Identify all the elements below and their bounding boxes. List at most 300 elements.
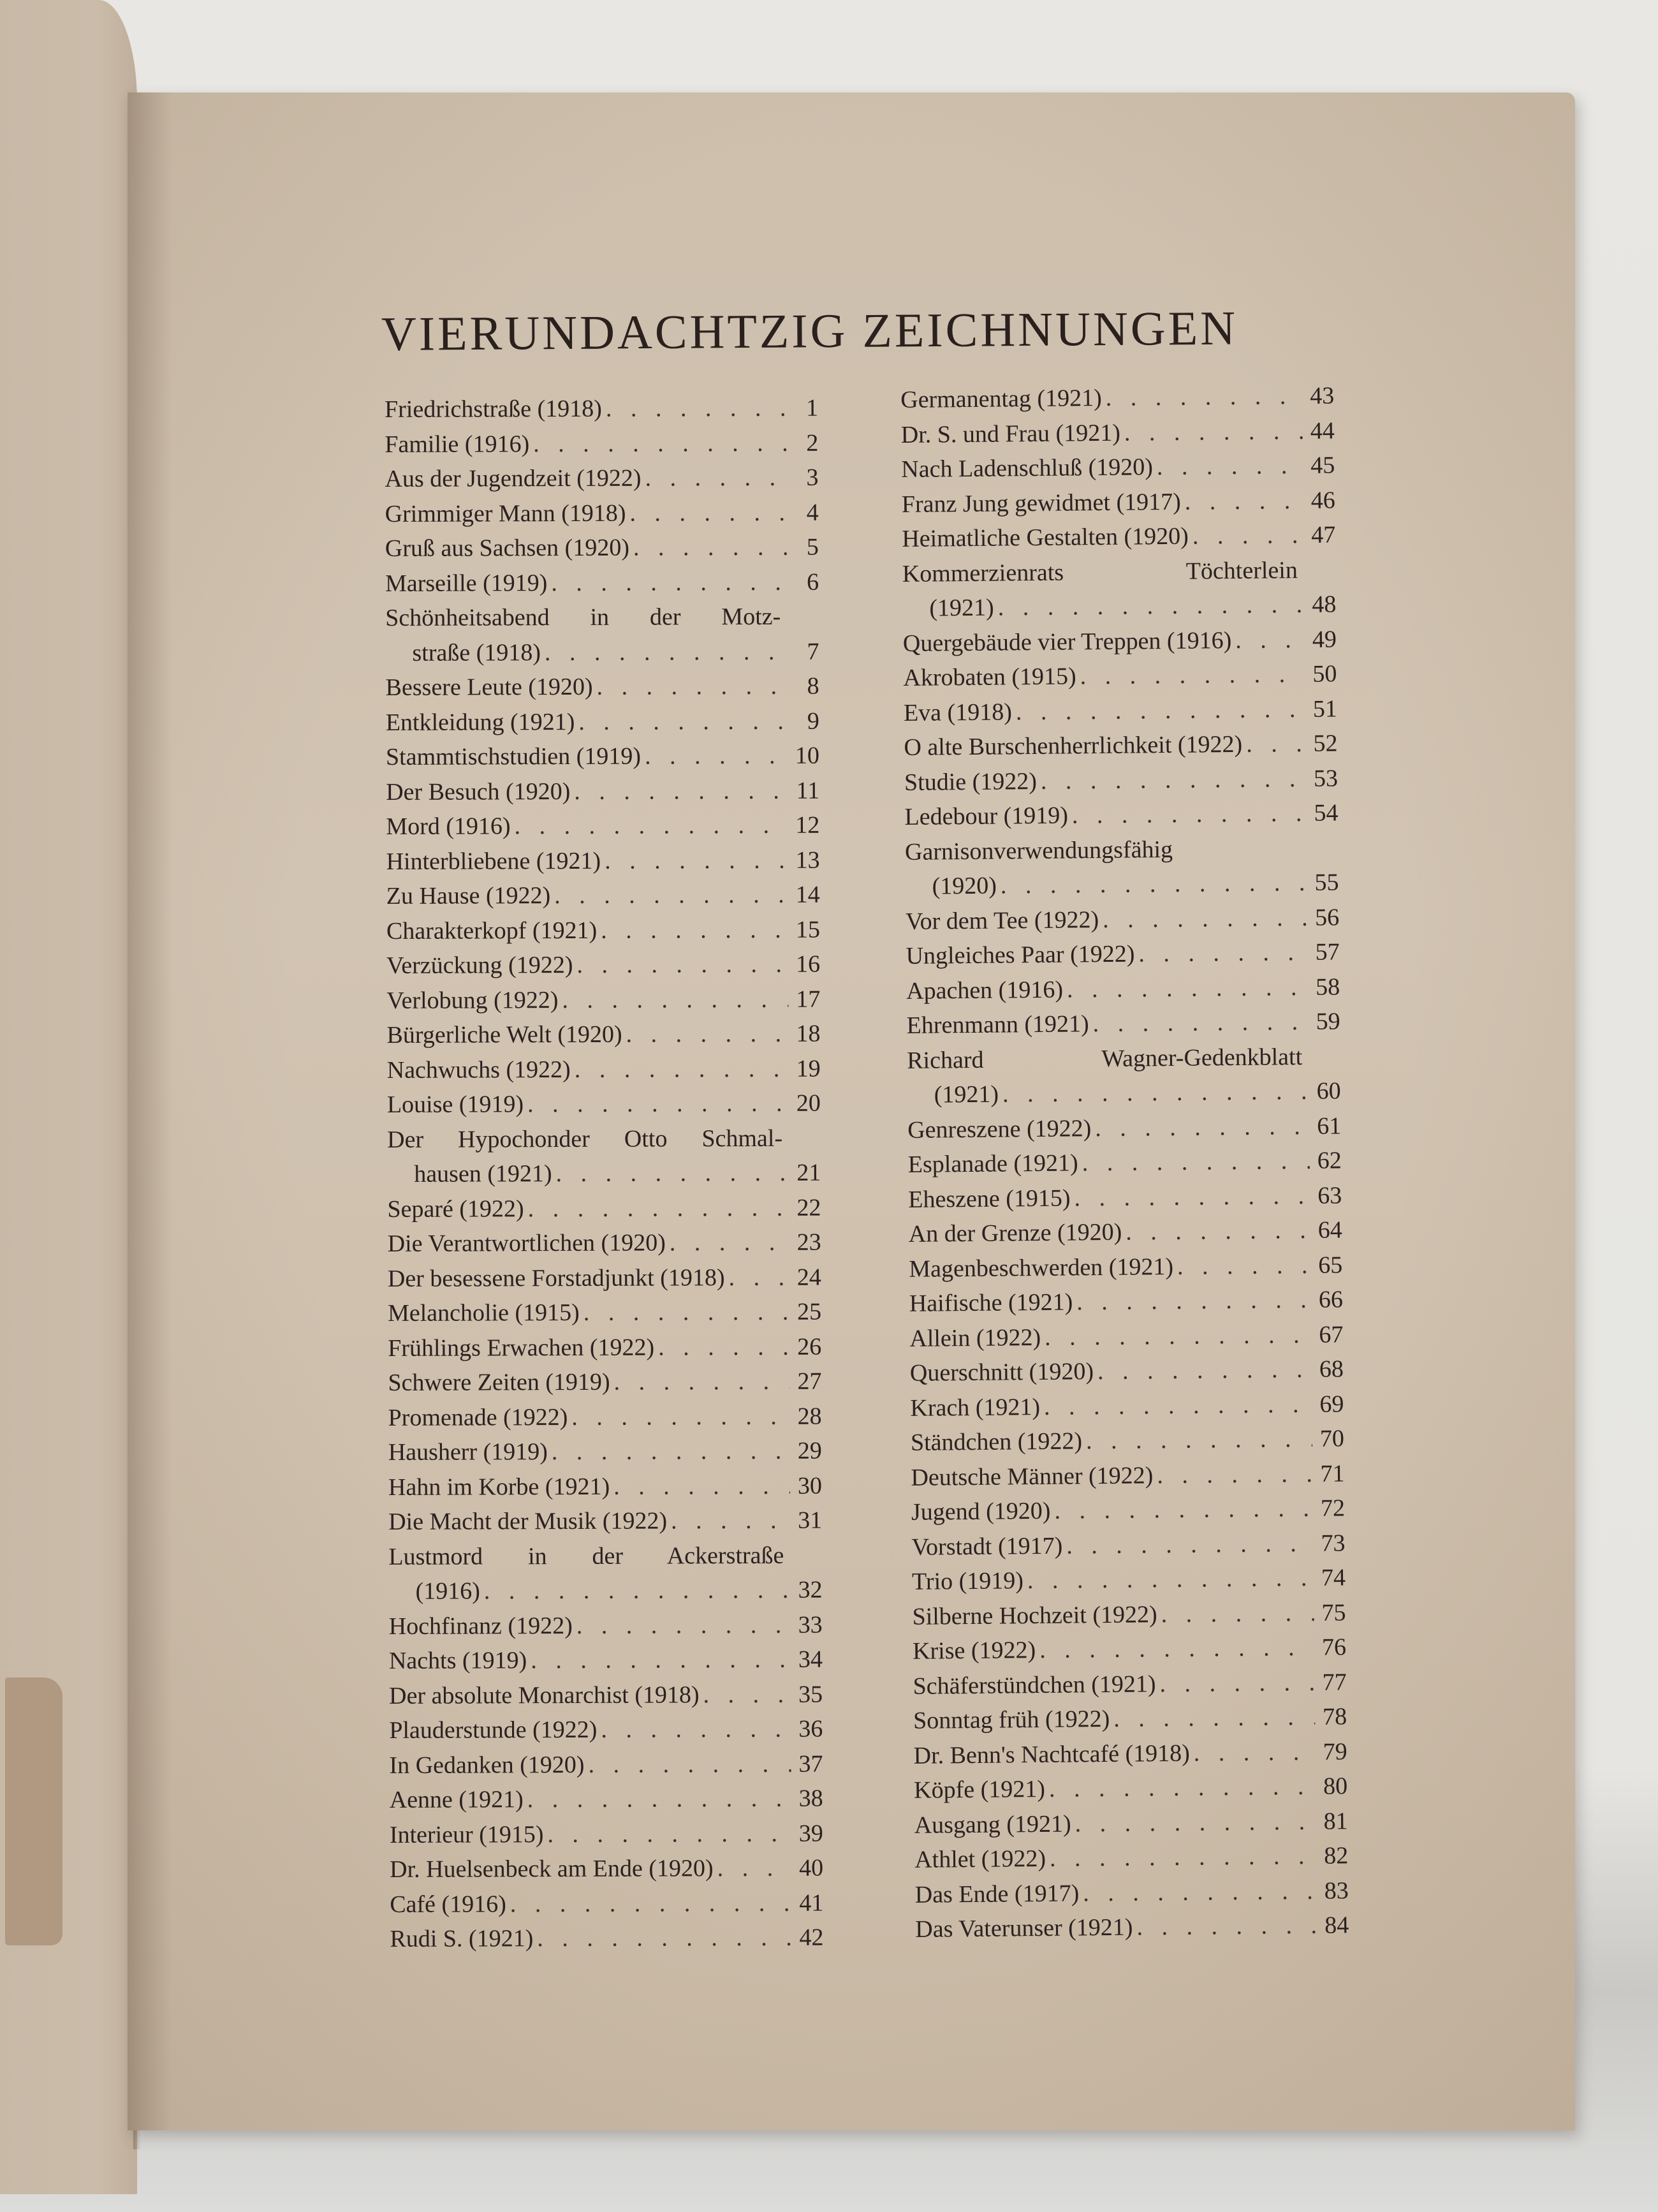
toc-entry xyxy=(901,448,1335,487)
entry-title: Stammtischstudien (1919) xyxy=(385,742,642,771)
toc-entry xyxy=(389,1712,823,1748)
toc-entry xyxy=(388,1468,822,1505)
dot-leader xyxy=(1027,1561,1314,1598)
dot-leader xyxy=(629,495,786,530)
entry-page-number: 51 xyxy=(1312,695,1338,723)
toc-entry xyxy=(906,970,1340,1008)
dot-leader xyxy=(1124,413,1303,450)
dot-leader xyxy=(1177,1248,1311,1284)
dot-leader xyxy=(597,669,788,705)
entry-page-number: 58 xyxy=(1315,973,1340,1001)
entry-title: Der Besuch (1920) xyxy=(386,778,571,806)
toc-entry xyxy=(386,739,819,775)
entry-page-number: 60 xyxy=(1316,1077,1341,1105)
dot-leader xyxy=(605,843,788,878)
dot-leader xyxy=(537,1921,791,1956)
entry-title-line1: Der Hypochonder Otto Schmal- xyxy=(387,1124,783,1153)
entry-title: O alte Burschenherrlichkeit (1922) xyxy=(904,730,1243,761)
entry-page-number: 9 xyxy=(807,707,819,735)
entry-page-number: 37 xyxy=(798,1750,823,1778)
dot-leader xyxy=(571,1399,789,1434)
dot-leader xyxy=(1076,1283,1311,1320)
entry-page-number: 65 xyxy=(1318,1251,1343,1279)
entry-title: Frühlings Erwachen (1922) xyxy=(388,1334,655,1362)
entry-page-number: 28 xyxy=(797,1403,822,1430)
entry-page-number: 59 xyxy=(1316,1008,1340,1035)
entry-title: Jugend (1920) xyxy=(911,1497,1051,1526)
toc-entry xyxy=(904,726,1337,765)
entry-title: Charakterkopf (1921) xyxy=(386,917,598,945)
entry-page-number: 41 xyxy=(799,1889,824,1917)
dot-leader xyxy=(528,1190,789,1226)
toc-entry xyxy=(388,1364,821,1401)
entry-title: Dr. Huelsenbeck am Ende (1920) xyxy=(390,1855,714,1883)
entry-page-number: 1 xyxy=(806,394,819,422)
toc-entry xyxy=(390,1885,823,1922)
entry-title: Schwere Zeiten (1919) xyxy=(388,1368,610,1396)
dot-leader xyxy=(1074,1178,1310,1215)
entry-title: Esplanade (1921) xyxy=(907,1149,1078,1178)
toc-entry xyxy=(386,912,820,948)
toc-entry xyxy=(907,1109,1341,1147)
dot-leader xyxy=(1080,657,1305,694)
dot-leader xyxy=(626,1017,789,1052)
entry-page-number: 3 xyxy=(806,464,819,491)
entry-title: Quergebäude vier Treppen (1916) xyxy=(902,626,1232,657)
dot-leader xyxy=(1066,1526,1314,1563)
toc-entry xyxy=(914,1838,1348,1877)
entry-page-number: 45 xyxy=(1310,452,1335,479)
entry-page-number: 61 xyxy=(1317,1112,1342,1140)
entry-title: Plauderstunde (1922) xyxy=(389,1716,598,1744)
entry-title: Athlet (1922) xyxy=(914,1845,1046,1873)
dot-leader xyxy=(1092,1005,1309,1042)
entry-page-number: 32 xyxy=(798,1576,823,1604)
entry-title: Querschnitt (1920) xyxy=(909,1358,1094,1387)
entry-title: Dr. Benn's Nachtcafé (1918) xyxy=(913,1739,1190,1769)
entry-page-number: 62 xyxy=(1317,1147,1342,1174)
dot-leader xyxy=(575,1051,789,1087)
dot-leader xyxy=(1054,1491,1313,1528)
entry-title: Marseille (1919) xyxy=(385,569,548,597)
toc-entry xyxy=(389,1746,823,1783)
toc-entry xyxy=(913,1734,1347,1773)
entry-title-line2-row xyxy=(385,634,819,670)
toc-entry xyxy=(915,1908,1349,1947)
dot-leader xyxy=(1086,1422,1312,1459)
toc-entry xyxy=(386,1017,820,1053)
dot-leader xyxy=(601,912,788,948)
toc-entry xyxy=(904,691,1337,730)
toc-entry xyxy=(911,1526,1345,1565)
dot-leader xyxy=(576,947,788,983)
toc-entry xyxy=(387,1121,821,1191)
dot-leader xyxy=(1157,448,1303,485)
entry-title: Bessere Leute (1920) xyxy=(385,673,593,701)
toc-entry xyxy=(390,1921,823,1957)
toc-entry xyxy=(902,517,1335,556)
dot-leader xyxy=(728,1260,789,1295)
dot-leader xyxy=(515,808,788,844)
entry-page-number: 30 xyxy=(797,1472,823,1500)
entry-title: Verzückung (1922) xyxy=(386,951,573,979)
toc-entry xyxy=(906,1004,1340,1043)
entry-title: Köpfe (1921) xyxy=(913,1775,1046,1804)
entry-page-number: 68 xyxy=(1319,1355,1344,1383)
toc-entry xyxy=(386,843,819,879)
toc-entry xyxy=(914,1769,1347,1808)
entry-title: Interieur (1915) xyxy=(389,1820,544,1848)
dot-leader xyxy=(658,1329,789,1364)
table-of-contents-page xyxy=(128,92,1575,2130)
entry-title-line2: (1916) xyxy=(415,1577,480,1605)
entry-page-number: 34 xyxy=(798,1646,823,1673)
entry-page-number: 50 xyxy=(1312,660,1337,688)
entry-page-number: 64 xyxy=(1317,1216,1342,1244)
entry-page-number: 22 xyxy=(796,1194,821,1221)
toc-entry xyxy=(385,495,819,531)
entry-page-number: 74 xyxy=(1321,1564,1346,1591)
entry-title: Eheszene (1915) xyxy=(908,1184,1071,1213)
entry-page-number: 73 xyxy=(1321,1529,1346,1557)
entry-page-number: 12 xyxy=(795,811,820,839)
entry-title: Germanentag (1921) xyxy=(900,384,1102,413)
entry-title: Hinterbliebene (1921) xyxy=(386,847,601,875)
entry-page-number: 81 xyxy=(1323,1807,1348,1835)
dot-leader xyxy=(583,1295,789,1331)
entry-page-number: 13 xyxy=(795,846,820,874)
toc-entry xyxy=(909,1248,1342,1287)
dot-leader xyxy=(1246,726,1306,762)
entry-title: Entkleidung (1921) xyxy=(385,708,575,736)
entry-page-number: 5 xyxy=(806,533,819,561)
toc-entry xyxy=(388,1399,822,1435)
entry-title-line2: hausen (1921) xyxy=(414,1160,552,1188)
page-title: VIERUNDACHTZIG ZEICHNUNGEN xyxy=(381,301,1238,361)
entry-title-line2: (1921) xyxy=(934,1080,999,1109)
dot-leader xyxy=(1097,1352,1312,1389)
entry-page-number: 4 xyxy=(806,499,819,526)
dot-leader xyxy=(614,1364,790,1399)
dot-leader xyxy=(556,1156,789,1191)
toc-entry xyxy=(912,1595,1346,1634)
dot-leader xyxy=(1082,1144,1310,1181)
dot-leader xyxy=(1050,1839,1317,1877)
toc-column-right xyxy=(900,378,1349,1947)
entry-title: Das Vaterunser (1921) xyxy=(915,1913,1133,1943)
dot-leader xyxy=(997,587,1304,625)
toc-entry xyxy=(390,1816,823,1852)
toc-entry xyxy=(388,1225,821,1262)
toc-entry xyxy=(913,1699,1347,1738)
entry-title-line2-row xyxy=(907,1073,1340,1112)
dot-leader xyxy=(1185,483,1304,519)
toc-entry xyxy=(385,530,819,566)
dot-leader xyxy=(1045,1317,1312,1355)
entry-title-line1: Schönheitsabend in der Motz- xyxy=(385,603,781,631)
dot-leader xyxy=(1041,761,1307,798)
entry-title: Sonntag früh (1922) xyxy=(913,1705,1110,1734)
entry-title: Magenbeschwerden (1921) xyxy=(909,1253,1174,1283)
entry-page-number: 35 xyxy=(798,1681,823,1708)
dot-leader xyxy=(645,461,786,496)
entry-title: Ausgang (1921) xyxy=(914,1810,1071,1839)
dot-leader xyxy=(717,1851,792,1886)
entry-title: Promenade (1922) xyxy=(388,1403,568,1431)
entry-page-number: 25 xyxy=(796,1298,822,1325)
toc-entry xyxy=(909,1213,1342,1251)
entry-title: Separé (1922) xyxy=(387,1195,524,1223)
dot-leader xyxy=(645,739,788,774)
entry-page-number: 71 xyxy=(1320,1459,1345,1487)
toc-entry xyxy=(903,622,1337,661)
toc-entry xyxy=(387,1086,821,1123)
toc-entry xyxy=(385,425,818,462)
entry-page-number: 8 xyxy=(807,672,819,700)
dot-leader xyxy=(1159,1665,1315,1701)
dot-leader xyxy=(547,1816,791,1852)
entry-title-line2-row xyxy=(387,1156,821,1192)
toc-entry xyxy=(387,1190,821,1227)
toc-entry xyxy=(912,1560,1346,1599)
entry-title-line2: (1921) xyxy=(929,594,994,622)
toc-entry xyxy=(386,947,820,984)
dot-leader xyxy=(703,1677,791,1712)
entry-page-number: 77 xyxy=(1322,1668,1347,1696)
entry-page-number: 84 xyxy=(1324,1912,1349,1939)
toc-entry xyxy=(914,1804,1347,1843)
entry-page-number: 67 xyxy=(1319,1320,1344,1348)
dot-leader xyxy=(1138,935,1308,971)
entry-title: Haifische (1921) xyxy=(909,1288,1073,1317)
toc-entry xyxy=(385,600,819,670)
dot-leader xyxy=(1192,518,1304,554)
entry-page-number: 69 xyxy=(1319,1390,1344,1418)
entry-title: Verlobung (1922) xyxy=(386,986,559,1014)
toc-entry xyxy=(902,552,1337,626)
entry-title: Aenne (1921) xyxy=(389,1786,524,1813)
entry-page-number: 79 xyxy=(1323,1737,1347,1766)
entry-title: Der besessene Forstadjunkt (1918) xyxy=(387,1264,725,1292)
torn-paper-strip xyxy=(5,1677,62,1945)
dot-leader xyxy=(545,634,788,670)
toc-entry xyxy=(390,1851,823,1887)
entry-page-number: 43 xyxy=(1310,382,1335,409)
toc-entry xyxy=(385,564,819,601)
dot-leader xyxy=(633,530,787,565)
entry-page-number: 53 xyxy=(1313,764,1339,792)
entry-page-number: 56 xyxy=(1314,903,1340,931)
entry-page-number: 18 xyxy=(796,1020,821,1047)
dot-leader xyxy=(1235,622,1305,658)
entry-title: Studie (1922) xyxy=(904,767,1038,796)
toc-entry xyxy=(389,1677,823,1713)
entry-title: Der absolute Monarchist (1918) xyxy=(389,1681,700,1709)
dot-leader xyxy=(562,982,788,1017)
dot-leader xyxy=(1113,1700,1315,1737)
entry-title-line1: Richard Wagner-Gedenkblatt xyxy=(906,1043,1303,1074)
entry-title: Silberne Hochzeit (1922) xyxy=(912,1600,1157,1630)
entry-page-number: 17 xyxy=(796,985,821,1013)
toc-entry xyxy=(910,1387,1344,1426)
entry-page-number: 16 xyxy=(796,950,821,978)
entry-page-number: 82 xyxy=(1324,1842,1349,1869)
entry-title-line1: Lustmord in der Ackerstraße xyxy=(388,1542,784,1570)
entry-title: Aus der Jugendzeit (1922) xyxy=(385,464,642,492)
entry-title-line2: (1920) xyxy=(932,872,997,900)
entry-page-number: 2 xyxy=(806,429,819,457)
entry-page-number: 80 xyxy=(1323,1773,1348,1800)
dot-leader xyxy=(1001,866,1307,903)
entry-title: Die Macht der Musik (1922) xyxy=(388,1507,668,1535)
toc-entry xyxy=(389,1607,823,1644)
toc-entry xyxy=(905,830,1339,904)
dot-leader xyxy=(588,1746,791,1782)
toc-entry xyxy=(904,795,1338,834)
toc-entry xyxy=(388,1503,822,1540)
entry-page-number: 6 xyxy=(806,568,819,596)
entry-page-number: 63 xyxy=(1317,1181,1342,1209)
dot-leader xyxy=(1161,1595,1314,1632)
toc-entry xyxy=(908,1143,1342,1182)
dot-leader xyxy=(613,1468,790,1503)
entry-title: Apachen (1916) xyxy=(906,976,1064,1005)
toc-entry xyxy=(390,1781,823,1818)
entry-page-number: 11 xyxy=(796,777,820,804)
entry-title: An der Grenze (1920) xyxy=(908,1218,1122,1248)
entry-title: Vor dem Tee (1922) xyxy=(905,906,1099,935)
entry-title: Familie (1916) xyxy=(385,430,530,458)
entry-title-line1: Garnisonverwendungsfähig xyxy=(904,836,1173,866)
entry-page-number: 47 xyxy=(1311,521,1336,549)
dot-leader xyxy=(554,878,788,913)
entry-page-number: 48 xyxy=(1312,591,1337,618)
entry-page-number: 75 xyxy=(1321,1598,1346,1626)
toc-entry xyxy=(903,656,1337,695)
entry-page-number: 26 xyxy=(797,1333,822,1360)
entry-title: Nachts (1919) xyxy=(388,1647,527,1674)
dot-leader xyxy=(576,1607,791,1643)
toc-entry xyxy=(908,1178,1342,1217)
toc-entry xyxy=(911,1421,1344,1460)
toc-column-left xyxy=(385,391,824,1957)
dot-leader xyxy=(1039,1630,1314,1668)
dot-leader xyxy=(1049,1769,1316,1807)
toc-entry xyxy=(909,1282,1343,1321)
dot-leader xyxy=(1126,1213,1310,1250)
dot-leader xyxy=(1136,1908,1317,1945)
entry-title: Louise (1919) xyxy=(386,1091,524,1118)
toc-entry xyxy=(388,1538,822,1609)
entry-title: Die Verantwortlichen (1920) xyxy=(387,1229,666,1257)
entry-page-number: 55 xyxy=(1314,869,1339,896)
entry-title: Grimmiger Mann (1918) xyxy=(385,499,626,527)
dot-leader xyxy=(1075,1804,1316,1841)
toc-entry xyxy=(906,900,1339,939)
dot-leader xyxy=(527,1781,791,1817)
entry-page-number: 20 xyxy=(796,1089,821,1117)
entry-title-line2: straße (1918) xyxy=(412,638,541,667)
entry-page-number: 38 xyxy=(798,1785,823,1812)
toc-entry xyxy=(906,934,1339,973)
toc-entry xyxy=(385,391,818,427)
entry-title: Akrobaten (1915) xyxy=(903,663,1076,691)
entry-title: Melancholie (1915) xyxy=(387,1299,580,1327)
entry-page-number: 7 xyxy=(807,638,819,665)
entry-page-number: 23 xyxy=(796,1228,821,1256)
toc-entry xyxy=(913,1630,1346,1669)
entry-title: Bürgerliche Welt (1920) xyxy=(386,1021,622,1049)
entry-page-number: 78 xyxy=(1322,1703,1347,1730)
entry-page-number: 15 xyxy=(795,916,821,943)
toc-entry xyxy=(388,1260,821,1296)
entry-page-number: 24 xyxy=(796,1264,821,1291)
entry-title: Mord (1916) xyxy=(386,813,511,840)
entry-title: Das Ende (1917) xyxy=(914,1879,1080,1908)
entry-title: Vorstadt (1917) xyxy=(911,1532,1063,1561)
toc-entry xyxy=(909,1317,1343,1356)
toc-entry xyxy=(911,1491,1345,1530)
toc-entry xyxy=(388,1295,821,1331)
entry-page-number: 72 xyxy=(1320,1494,1346,1522)
toc-entry xyxy=(386,808,819,844)
dot-leader xyxy=(551,564,787,600)
dot-leader xyxy=(606,391,786,426)
entry-title: Deutsche Männer (1922) xyxy=(911,1461,1154,1491)
entry-title: Nach Ladenschluß (1920) xyxy=(901,453,1154,483)
entry-title: Hahn im Korbe (1921) xyxy=(388,1473,610,1501)
entry-title: Franz Jung gewidmet (1917) xyxy=(901,488,1181,518)
entry-title: Rudi S. (1921) xyxy=(390,1925,534,1952)
dot-leader xyxy=(484,1573,791,1609)
entry-title: Trio (1919) xyxy=(911,1567,1024,1595)
toc-entry xyxy=(386,704,819,740)
dot-leader xyxy=(670,1225,789,1260)
toc-entry xyxy=(913,1665,1346,1704)
dot-leader xyxy=(1194,1734,1316,1770)
entry-page-number: 44 xyxy=(1310,417,1335,445)
entry-title: Schäferstündchen (1921) xyxy=(913,1670,1156,1700)
entry-title: Ledebour (1919) xyxy=(904,802,1069,830)
toc-entry xyxy=(386,773,819,809)
toc-entry xyxy=(902,483,1335,522)
dot-leader xyxy=(601,1712,791,1748)
entry-page-number: 52 xyxy=(1313,730,1338,757)
entry-title-line2-row xyxy=(905,865,1339,904)
toc-entry xyxy=(900,378,1334,417)
entry-title: Ehrenmann (1921) xyxy=(906,1010,1089,1039)
entry-page-number: 46 xyxy=(1310,486,1335,514)
toc-entry xyxy=(386,878,820,914)
toc-entry xyxy=(907,1039,1341,1113)
dot-leader xyxy=(510,1885,792,1921)
dot-leader xyxy=(1067,970,1309,1006)
entry-title-line2-row xyxy=(388,1573,822,1609)
dot-leader xyxy=(1105,379,1302,415)
toc-entry xyxy=(910,1352,1344,1390)
entry-page-number: 19 xyxy=(796,1055,821,1082)
toc-entry xyxy=(387,1051,821,1088)
entry-title: Dr. S. und Frau (1921) xyxy=(900,419,1121,448)
dot-leader xyxy=(671,1503,790,1538)
dot-leader xyxy=(574,773,788,809)
dot-leader xyxy=(1083,1873,1317,1910)
toc-entry xyxy=(389,1642,823,1679)
entry-title: Ungleiches Paar (1922) xyxy=(906,940,1135,970)
toc-entry xyxy=(388,1434,822,1470)
entry-page-number: 29 xyxy=(797,1437,822,1464)
dot-leader xyxy=(1044,1387,1312,1424)
